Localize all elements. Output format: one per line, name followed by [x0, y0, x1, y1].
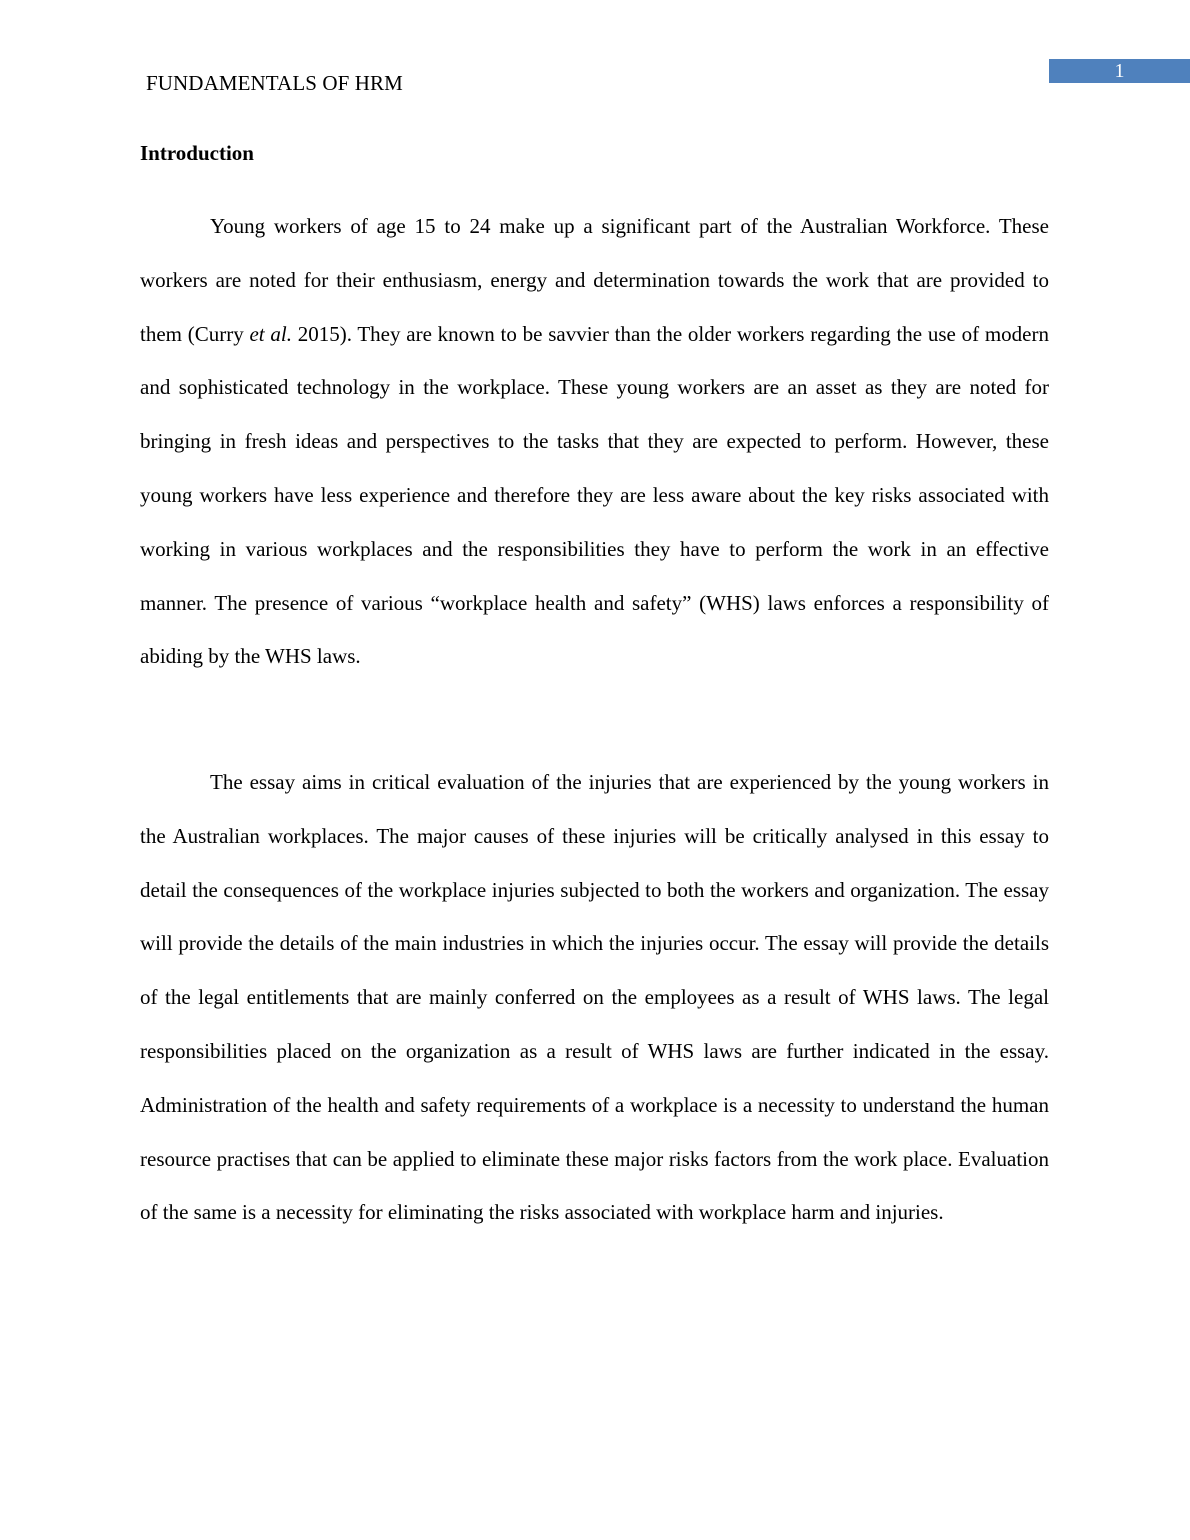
section-heading: Introduction [140, 141, 254, 165]
running-head: FUNDAMENTALS OF HRM [146, 71, 403, 95]
paragraph-1 [140, 200, 1049, 684]
paragraph-1-text-b: 2015). They are known to be savvier than the older workers regarding the use of modern and sophisticated technology in the workplace. These young workers are an asset as they are noted for bringing in fresh ideas and perspectives to the tasks that they are expected to perform. However, these young workers have less experience and therefore they are less aware about the key risks associated with working in various workplaces and the responsibilities they have to perform the work in an effective manner. The presence of various “workplace health and safety” (WHS) laws enforces a responsibility of abiding by the WHS laws. [140, 321, 1049, 669]
paragraph-1-text-a: Young workers of age 15 to 24 make up a significant part of the Australian Workforce. These workers are noted for their enthusiasm, energy and determination towards the work that are provided to them (Curry [140, 214, 1049, 346]
citation-et-al: et al. [249, 321, 292, 346]
page-number: 1 [1049, 59, 1190, 83]
paragraph-2-text: The essay aims in critical evaluation of the injuries that are experienced by the young workers in the Australian workplaces. The major causes of these injuries will be critically analysed in this essay to detail the consequences of the workplace injuries subjected to both the workers and organization. The essay will provide the details of the main industries in which the injuries occur. The essay will provide the details of the legal entitlements that are mainly conferred on the employees as a result of WHS laws. The legal responsibilities placed on the organization as a result of WHS laws are further indicated in the essay. Administration of the health and safety requirements of a workplace is a necessity to understand the human resource practises that can be applied to eliminate these major risks factors from the work place. Evaluation of the same is a necessity for eliminating the risks associated with workplace harm and injuries. [140, 770, 1049, 1225]
paragraph-2 [140, 756, 1049, 1240]
